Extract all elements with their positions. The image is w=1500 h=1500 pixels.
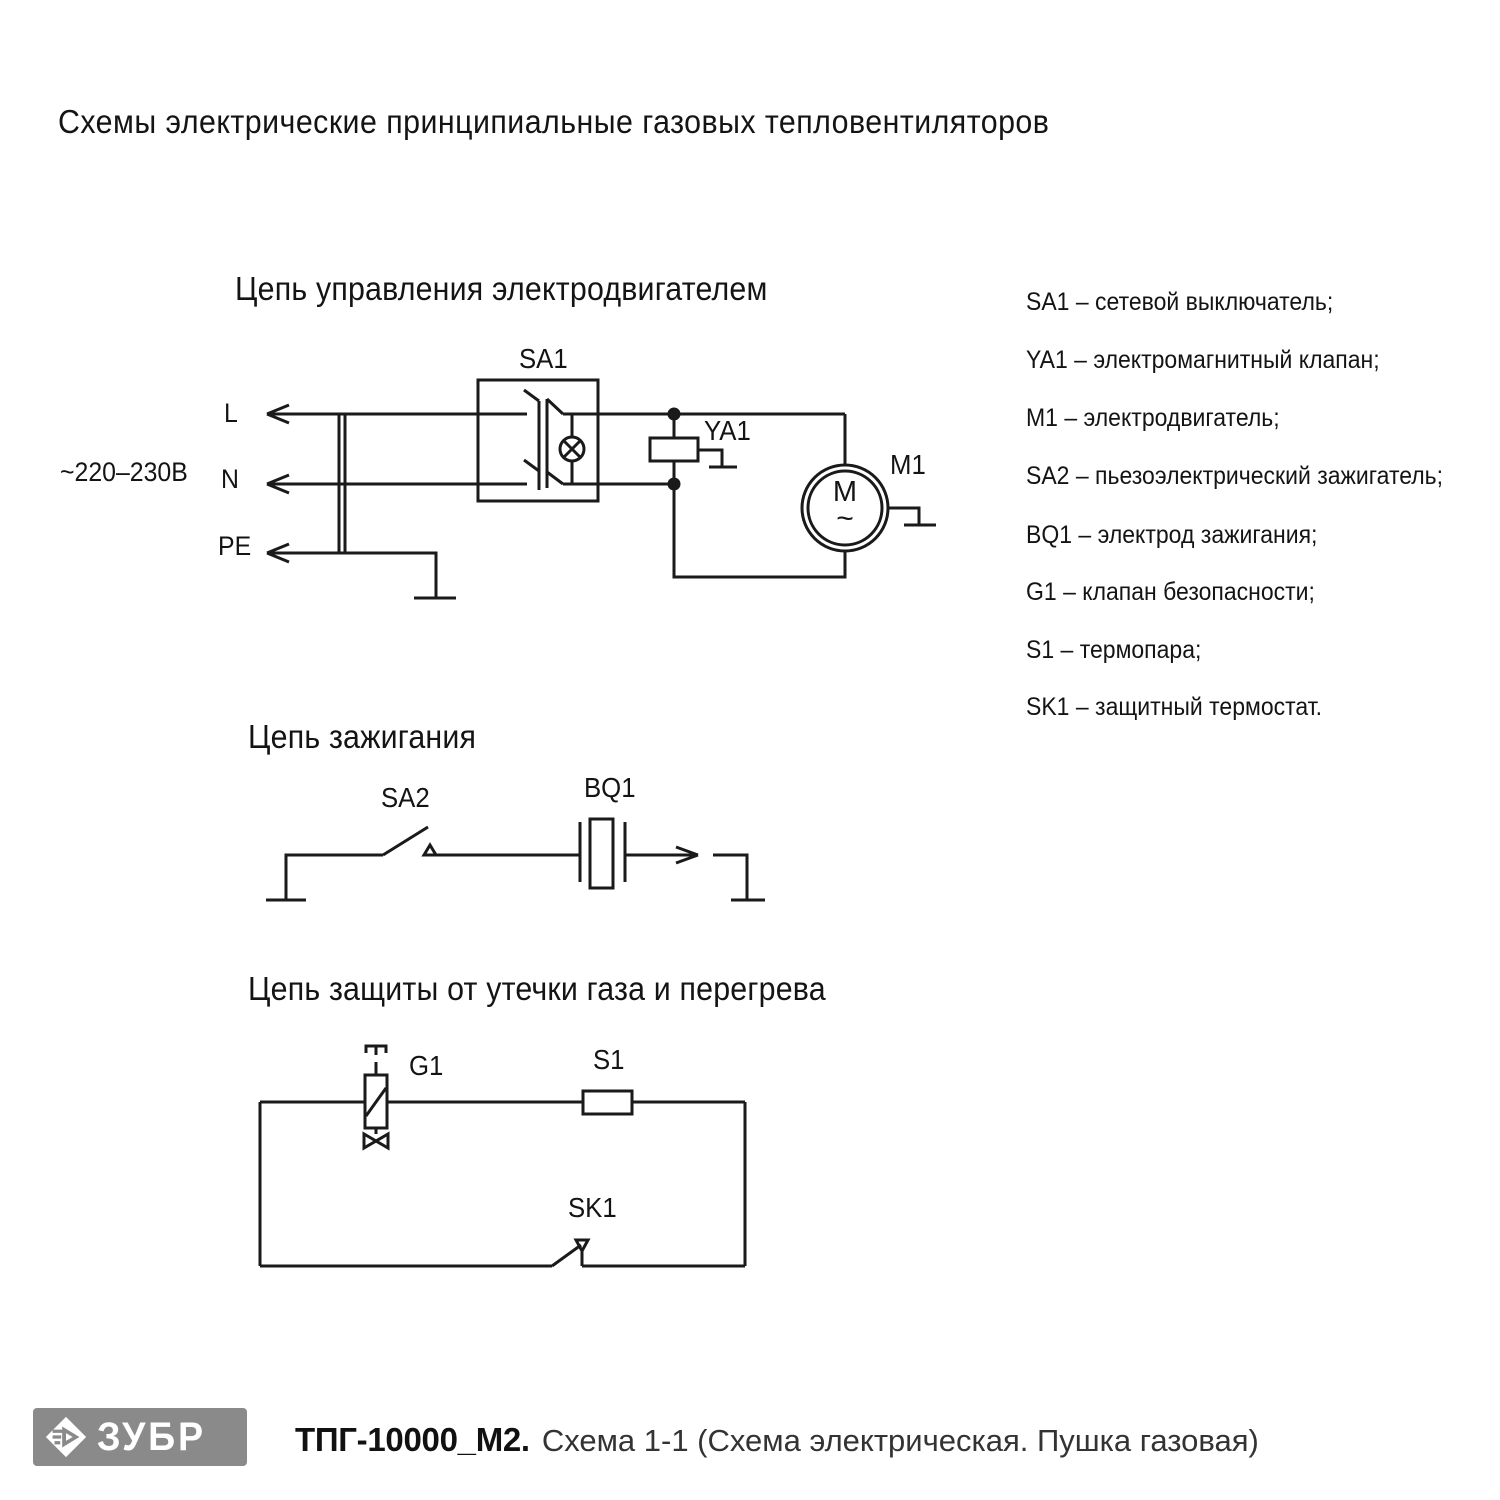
legend-item-bq1: BQ1 – электрод зажигания; [1026, 521, 1318, 549]
motor-letter: M [832, 476, 858, 508]
legend-item-s1: S1 – термопара; [1026, 636, 1202, 664]
footer-caption-line [295, 1421, 1259, 1459]
label-s1: S1 [593, 1044, 625, 1075]
label-m1: M1 [890, 449, 926, 480]
label-line-l: L [224, 398, 238, 428]
section-title-motor-control: Цепь управления электродвигателем [235, 270, 768, 307]
legend-item-m1: M1 – электродвигатель; [1026, 404, 1280, 432]
supply-line-pe [267, 544, 456, 598]
legend-item-ya1: YA1 – электромагнитный клапан; [1026, 346, 1380, 374]
section-title-ignition: Цепь зажигания [248, 718, 477, 755]
legend-item-sa1: SA1 – сетевой выключатель; [1026, 288, 1334, 316]
ignition-circuit [266, 819, 765, 900]
zubr-arrow-icon [43, 1414, 89, 1460]
label-sa1: SA1 [519, 343, 568, 374]
sk1-thermostat-switch-symbol [552, 1240, 588, 1266]
label-line-n: N [221, 464, 239, 494]
motor-ac-sign: ~ [836, 502, 854, 535]
page-title: Схемы электрические принципиальные газовых тепловентиляторов [58, 103, 1050, 140]
label-voltage: ~220–230В [60, 457, 188, 487]
g1-safety-valve-symbol [364, 1046, 388, 1148]
label-sa2: SA2 [381, 782, 430, 813]
legend-item-sk1: SK1 – защитный термостат. [1026, 693, 1323, 721]
chassis-ground-icon [698, 450, 737, 467]
label-line-pe: PE [218, 531, 252, 561]
supply-line-l [267, 405, 478, 423]
legend-item-sa2: SA2 – пьезоэлектрический зажигатель; [1026, 462, 1444, 490]
lamp-icon [560, 414, 584, 484]
motor-return-wire [674, 484, 845, 577]
chassis-ground-icon [888, 508, 936, 525]
s1-thermocouple-symbol [583, 1091, 632, 1114]
footer-caption: Схема 1-1 (Схема электрическая. Пушка газовая) [541, 1423, 1259, 1458]
earth-ground-icon [266, 855, 383, 900]
zubr-logo [33, 1408, 247, 1466]
supply-line-n [267, 475, 478, 493]
legend-item-g1: G1 – клапан безопасности; [1026, 578, 1315, 606]
earth-ground-icon [713, 855, 765, 900]
section-title-protection: Цепь защиты от утечки газа и перегрева [248, 970, 826, 1007]
label-bq1: BQ1 [584, 772, 636, 803]
zubr-logo-text: ЗУБР [97, 1415, 206, 1459]
protection-circuit [260, 1046, 745, 1266]
label-g1: G1 [409, 1050, 444, 1081]
motor-symbol [802, 414, 936, 551]
sa2-switch-symbol [383, 827, 436, 855]
label-ya1: YA1 [704, 415, 751, 446]
footer-model: ТПГ-10000_М2. [295, 1421, 530, 1458]
label-sk1: SK1 [568, 1192, 617, 1223]
piezo-igniter-symbol [580, 819, 625, 888]
output-arrow [625, 847, 698, 863]
